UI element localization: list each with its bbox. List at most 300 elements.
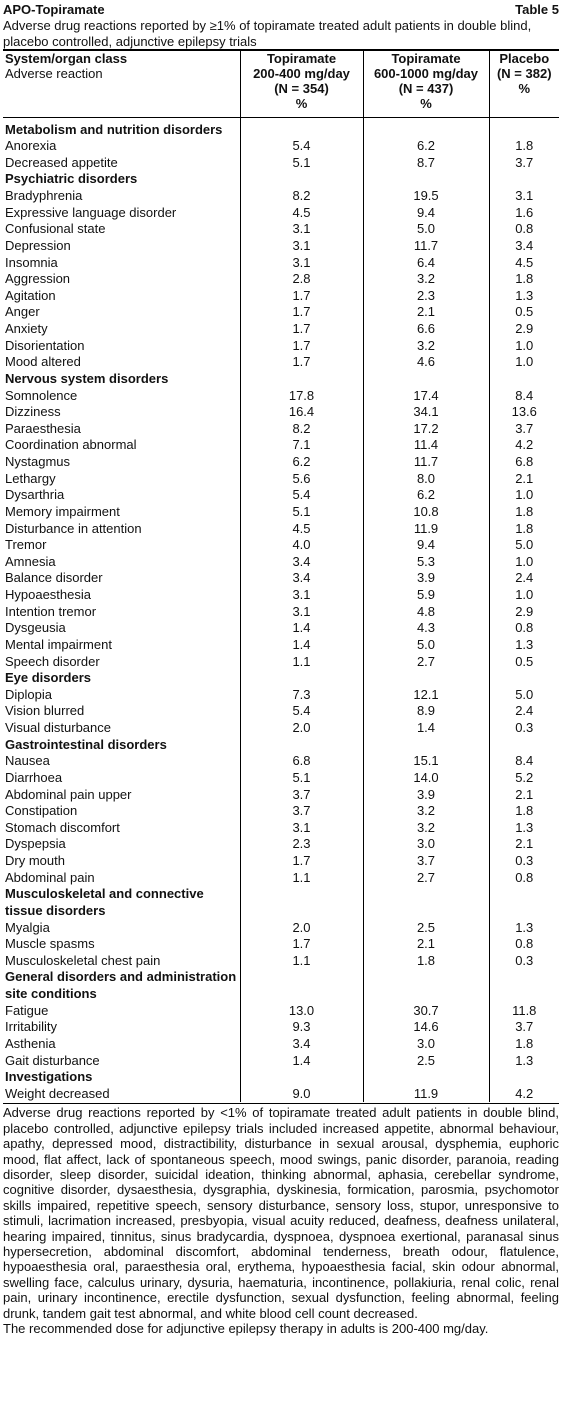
reaction-label: Dry mouth xyxy=(5,853,65,868)
value-high-dose: 11.9 xyxy=(363,1086,489,1103)
value-placebo: 1.0 xyxy=(489,587,559,604)
table-row xyxy=(3,271,559,288)
category-label: Investigations xyxy=(5,1069,93,1085)
table-row xyxy=(3,404,559,421)
value-low-dose: 1.7 xyxy=(240,304,363,321)
reaction-label: Disorientation xyxy=(5,337,85,353)
column-header-placebo xyxy=(489,50,559,117)
table-row xyxy=(3,155,559,172)
reaction-label: Diplopia xyxy=(5,686,52,702)
value-high-dose: 2.7 xyxy=(363,654,489,671)
value-placebo: 3.7 xyxy=(489,421,559,438)
empty-cell xyxy=(363,371,489,388)
table-row xyxy=(3,138,559,155)
value-low-dose: 3.1 xyxy=(240,238,363,255)
value-placebo: 1.3 xyxy=(489,288,559,305)
value-low-dose: 4.5 xyxy=(240,205,363,222)
empty-cell xyxy=(489,886,559,919)
reaction-label: Nausea xyxy=(5,753,50,769)
value-low-dose: 1.7 xyxy=(240,338,363,355)
value-high-dose: 3.2 xyxy=(363,803,489,820)
table-row xyxy=(3,437,559,454)
value-high-dose: 6.2 xyxy=(363,487,489,504)
value-placebo: 0.8 xyxy=(489,870,559,887)
header-text: % xyxy=(420,96,432,111)
value-high-dose: 34.1 xyxy=(363,404,489,421)
value-placebo: 1.3 xyxy=(489,820,559,837)
value-low-dose: 3.7 xyxy=(240,787,363,804)
table-row xyxy=(3,537,559,554)
value-placebo: 4.2 xyxy=(489,437,559,454)
table-row xyxy=(3,1019,559,1036)
reaction-label: Asthenia xyxy=(5,1035,56,1051)
value-low-dose: 1.4 xyxy=(240,637,363,654)
value-high-dose: 3.2 xyxy=(363,338,489,355)
value-low-dose: 16.4 xyxy=(240,404,363,421)
table-row xyxy=(3,188,559,205)
table-body xyxy=(3,117,559,1102)
document xyxy=(3,2,559,1336)
value-low-dose: 1.1 xyxy=(240,870,363,887)
value-placebo: 2.4 xyxy=(489,570,559,587)
value-low-dose: 3.1 xyxy=(240,604,363,621)
table-header-row xyxy=(3,50,559,117)
value-high-dose: 1.8 xyxy=(363,953,489,970)
value-low-dose: 3.4 xyxy=(240,1036,363,1053)
value-low-dose: 1.7 xyxy=(240,354,363,371)
value-high-dose: 12.1 xyxy=(363,687,489,704)
header-text: Topiramate xyxy=(391,51,461,66)
value-placebo: 5.2 xyxy=(489,770,559,787)
reaction-label: Dyspepsia xyxy=(5,836,66,852)
table-row xyxy=(3,1036,559,1053)
value-low-dose: 5.1 xyxy=(240,155,363,172)
empty-cell xyxy=(489,371,559,388)
category-row xyxy=(3,171,559,188)
value-low-dose: 6.8 xyxy=(240,753,363,770)
table-row xyxy=(3,787,559,804)
category-row xyxy=(3,371,559,388)
empty-cell xyxy=(240,737,363,754)
empty-cell xyxy=(489,171,559,188)
value-placebo: 5.0 xyxy=(489,537,559,554)
value-low-dose: 1.7 xyxy=(240,936,363,953)
table-row xyxy=(3,1053,559,1070)
empty-cell xyxy=(363,737,489,754)
value-low-dose: 5.6 xyxy=(240,471,363,488)
value-placebo: 4.5 xyxy=(489,255,559,272)
value-high-dose: 11.7 xyxy=(363,238,489,255)
value-high-dose: 19.5 xyxy=(363,188,489,205)
empty-cell xyxy=(363,171,489,188)
value-high-dose: 2.5 xyxy=(363,920,489,937)
value-high-dose: 4.6 xyxy=(363,354,489,371)
header-text: % xyxy=(295,96,308,111)
category-row xyxy=(3,1069,559,1086)
value-placebo: 3.1 xyxy=(489,188,559,205)
reaction-label: Irritability xyxy=(5,1019,58,1035)
value-placebo: 1.3 xyxy=(489,920,559,937)
reaction-label: Myalgia xyxy=(5,919,50,935)
table-row xyxy=(3,620,559,637)
value-high-dose: 2.3 xyxy=(363,288,489,305)
reaction-label: Expressive language disorder xyxy=(5,204,177,220)
value-placebo: 0.8 xyxy=(489,620,559,637)
table-row xyxy=(3,570,559,587)
value-low-dose: 3.4 xyxy=(240,570,363,587)
table-row xyxy=(3,920,559,937)
value-low-dose: 2.0 xyxy=(240,920,363,937)
value-high-dose: 6.6 xyxy=(363,321,489,338)
category-row xyxy=(3,969,559,1002)
reaction-label: Coordination abnormal xyxy=(5,437,137,453)
reaction-label: Anger xyxy=(5,304,40,320)
table-caption: Adverse drug reactions reported by ≥1% of topiramate treated adult patients in double blind, placebo controlled, adjunctive epilepsy trials xyxy=(3,18,532,49)
value-low-dose: 8.2 xyxy=(240,188,363,205)
reaction-label: Bradyphrenia xyxy=(5,188,83,203)
value-high-dose: 5.3 xyxy=(363,554,489,571)
category-row xyxy=(3,886,559,919)
table-row xyxy=(3,1086,559,1103)
table-row xyxy=(3,205,559,222)
value-low-dose: 2.0 xyxy=(240,720,363,737)
value-low-dose: 9.3 xyxy=(240,1019,363,1036)
table-row xyxy=(3,1003,559,1020)
empty-cell xyxy=(363,1069,489,1086)
value-low-dose: 1.7 xyxy=(240,853,363,870)
table-row xyxy=(3,504,559,521)
category-row xyxy=(3,117,559,138)
value-placebo: 0.3 xyxy=(489,953,559,970)
table-row xyxy=(3,521,559,538)
category-label: General disorders and administration site conditions xyxy=(5,969,237,1001)
header-bar xyxy=(3,2,559,18)
table-row xyxy=(3,870,559,887)
value-high-dose: 2.1 xyxy=(363,936,489,953)
empty-cell xyxy=(363,886,489,919)
reaction-label: Dysgeusia xyxy=(5,620,66,636)
value-high-dose: 10.8 xyxy=(363,504,489,521)
value-placebo: 1.8 xyxy=(489,521,559,538)
value-high-dose: 3.9 xyxy=(363,570,489,587)
value-low-dose: 8.2 xyxy=(240,421,363,438)
table-row xyxy=(3,288,559,305)
table-number: Table 5 xyxy=(515,2,559,17)
value-placebo: 4.2 xyxy=(489,1086,559,1103)
value-low-dose: 7.1 xyxy=(240,437,363,454)
header-text: Placebo xyxy=(499,51,550,66)
empty-cell xyxy=(240,1069,363,1086)
reaction-label: Anxiety xyxy=(5,321,48,336)
table-row xyxy=(3,338,559,355)
value-low-dose: 3.4 xyxy=(240,554,363,571)
reaction-label: Depression xyxy=(5,237,71,253)
empty-cell xyxy=(363,670,489,687)
table-row xyxy=(3,388,559,405)
value-high-dose: 2.7 xyxy=(363,870,489,887)
value-low-dose: 1.7 xyxy=(240,288,363,305)
value-low-dose: 1.7 xyxy=(240,321,363,338)
value-placebo: 6.8 xyxy=(489,454,559,471)
reaction-label: Disturbance in attention xyxy=(5,520,142,536)
empty-cell xyxy=(240,171,363,188)
table-row xyxy=(3,471,559,488)
value-high-dose: 2.1 xyxy=(363,304,489,321)
value-placebo: 1.0 xyxy=(489,487,559,504)
value-placebo: 1.8 xyxy=(489,504,559,521)
value-placebo: 8.4 xyxy=(489,388,559,405)
value-placebo: 2.1 xyxy=(489,471,559,488)
reaction-label: Constipation xyxy=(5,803,78,819)
value-low-dose: 5.4 xyxy=(240,487,363,504)
adverse-reactions-table xyxy=(3,49,559,1102)
header-text: 600-1000 mg/day xyxy=(373,66,479,81)
value-low-dose: 1.1 xyxy=(240,654,363,671)
value-placebo: 2.9 xyxy=(489,321,559,338)
value-high-dose: 4.8 xyxy=(363,604,489,621)
value-low-dose: 3.1 xyxy=(240,587,363,604)
header-text: (N = 382) xyxy=(496,66,552,81)
value-placebo: 3.4 xyxy=(489,238,559,255)
table-row xyxy=(3,836,559,853)
table-row xyxy=(3,820,559,837)
value-placebo: 1.0 xyxy=(489,338,559,355)
value-high-dose: 6.2 xyxy=(363,138,489,155)
table-row xyxy=(3,637,559,654)
header-text: System/organ class xyxy=(5,51,128,66)
value-high-dose: 5.9 xyxy=(363,587,489,604)
reaction-label: Dysarthria xyxy=(5,487,65,503)
category-label: Psychiatric disorders xyxy=(5,171,138,187)
table-row xyxy=(3,304,559,321)
table-row xyxy=(3,687,559,704)
value-placebo: 1.3 xyxy=(489,637,559,654)
reaction-label: Vision blurred xyxy=(5,703,85,719)
header-text: % xyxy=(518,81,531,96)
value-high-dose: 2.5 xyxy=(363,1053,489,1070)
value-low-dose: 2.3 xyxy=(240,836,363,853)
table-row xyxy=(3,654,559,671)
reaction-label: Speech disorder xyxy=(5,653,100,669)
empty-cell xyxy=(489,670,559,687)
reaction-label: Mental impairment xyxy=(5,636,112,652)
value-placebo: 1.3 xyxy=(489,1053,559,1070)
value-low-dose: 9.0 xyxy=(240,1086,363,1103)
value-placebo: 8.4 xyxy=(489,753,559,770)
category-row xyxy=(3,737,559,754)
table-row xyxy=(3,238,559,255)
category-row xyxy=(3,670,559,687)
table-row xyxy=(3,803,559,820)
value-high-dose: 1.4 xyxy=(363,720,489,737)
table-row xyxy=(3,255,559,272)
category-label: Eye disorders xyxy=(5,670,91,686)
table-row xyxy=(3,587,559,604)
value-placebo: 0.8 xyxy=(489,221,559,238)
value-low-dose: 17.8 xyxy=(240,388,363,405)
column-header-high-dose xyxy=(363,50,489,117)
value-placebo: 2.1 xyxy=(489,836,559,853)
reaction-label: Aggression xyxy=(5,271,71,287)
table-row xyxy=(3,354,559,371)
value-placebo: 5.0 xyxy=(489,687,559,704)
category-label: Nervous system disorders xyxy=(5,370,169,386)
value-high-dose: 11.7 xyxy=(363,454,489,471)
value-high-dose: 14.0 xyxy=(363,770,489,787)
value-low-dose: 4.5 xyxy=(240,521,363,538)
empty-cell xyxy=(489,737,559,754)
column-header-class xyxy=(3,50,240,117)
value-placebo: 0.5 xyxy=(489,654,559,671)
table-row xyxy=(3,936,559,953)
reaction-label: Nystagmus xyxy=(5,454,71,469)
value-placebo: 1.8 xyxy=(489,138,559,155)
value-low-dose: 3.1 xyxy=(240,255,363,272)
value-placebo: 13.6 xyxy=(489,404,559,421)
value-low-dose: 1.1 xyxy=(240,953,363,970)
value-high-dose: 3.0 xyxy=(363,836,489,853)
header-text: (N = 437) xyxy=(398,81,454,96)
table-row xyxy=(3,770,559,787)
value-placebo: 3.7 xyxy=(489,1019,559,1036)
table-row xyxy=(3,487,559,504)
reaction-label: Tremor xyxy=(5,537,47,553)
reaction-label: Visual disturbance xyxy=(5,720,111,735)
value-high-dose: 11.9 xyxy=(363,521,489,538)
reaction-label: Agitation xyxy=(5,287,56,303)
value-high-dose: 9.4 xyxy=(363,537,489,554)
reaction-label: Intention tremor xyxy=(5,603,97,619)
reaction-label: Dizziness xyxy=(5,404,61,420)
value-low-dose: 1.4 xyxy=(240,1053,363,1070)
empty-cell xyxy=(240,670,363,687)
value-high-dose: 5.0 xyxy=(363,637,489,654)
value-low-dose: 5.4 xyxy=(240,703,363,720)
footnote: Adverse drug reactions reported by <1% of topiramate treated adult patients in double blind, placebo controlled, adjunctive epilepsy trials included increased appetite, abnormal behaviour, apathy, depressed mood, distractibility, disturbance in sexual arousal, dysphemia, euphoric mood, flat affect, lack of spontaneous speech, mood swings, panic disorder, paranoia, reading disorder, sleep disorder, suicidal ideation, thinking abnormal, aphasia, cerebellar syndrome, cognitive disorder, dysaesthesia, dysgraphia, dyskinesia, formication, parosmia, psychomotor skills impaired, repetitive speech, sensory disturbance, sensory loss, stupor, unresponsive to stimuli, lacrimation increased, presbyopia, visual acuity reduced, deafness, deafness unilateral, hearing impaired, tinnitus, sinus bradycardia, dyspnoea, dyspnoea exertional, paranasal sinus hypersecretion, abdominal discomfort, abdominal tenderness, breath odour, flatulence, hypoaesthesia oral, paraesthesia oral, erythema, hypoaesthesia facial, skin odour abnormal, swelling face, calculus urinary, dysuria, haematuria, incontinence, pollakiuria, renal colic, renal pain, urinary incontinence, erectile dysfunction, sexual dysfunction, feeling abnormal, feeling drunk, tandem gait test abnormal, and white blood cell count decreased. xyxy=(3,1105,559,1321)
value-high-dose: 4.3 xyxy=(363,620,489,637)
empty-cell xyxy=(363,969,489,1002)
reaction-label: Anorexia xyxy=(5,138,57,154)
value-high-dose: 8.0 xyxy=(363,471,489,488)
value-high-dose: 8.9 xyxy=(363,703,489,720)
value-placebo: 1.0 xyxy=(489,354,559,371)
value-low-dose: 3.1 xyxy=(240,820,363,837)
reaction-label: Balance disorder xyxy=(5,570,103,586)
value-high-dose: 3.2 xyxy=(363,271,489,288)
reaction-label: Hypoaesthesia xyxy=(5,587,91,602)
empty-cell xyxy=(363,117,489,138)
empty-cell xyxy=(489,117,559,138)
category-label: Metabolism and nutrition disorders xyxy=(5,121,223,137)
value-placebo: 1.6 xyxy=(489,205,559,222)
reaction-label: Somnolence xyxy=(5,387,78,403)
value-high-dose: 9.4 xyxy=(363,205,489,222)
value-placebo: 2.4 xyxy=(489,703,559,720)
header-text: Adverse reaction xyxy=(5,66,103,81)
value-placebo: 0.8 xyxy=(489,936,559,953)
value-low-dose: 3.7 xyxy=(240,803,363,820)
dose-note: The recommended dose for adjunctive epilepsy therapy in adults is 200-400 mg/day. xyxy=(3,1321,489,1337)
empty-cell xyxy=(240,371,363,388)
value-low-dose: 1.4 xyxy=(240,620,363,637)
value-high-dose: 11.4 xyxy=(363,437,489,454)
value-placebo: 1.8 xyxy=(489,1036,559,1053)
value-placebo: 3.7 xyxy=(489,155,559,172)
value-low-dose: 13.0 xyxy=(240,1003,363,1020)
value-high-dose: 3.0 xyxy=(363,1036,489,1053)
value-low-dose: 7.3 xyxy=(240,687,363,704)
reaction-label: Amnesia xyxy=(5,553,56,569)
reaction-label: Decreased appetite xyxy=(5,154,118,170)
value-low-dose: 5.1 xyxy=(240,770,363,787)
value-high-dose: 14.6 xyxy=(363,1019,489,1036)
table-row xyxy=(3,953,559,970)
table-row xyxy=(3,853,559,870)
header-text: 200-400 mg/day xyxy=(253,66,350,81)
table-row xyxy=(3,421,559,438)
value-high-dose: 17.2 xyxy=(363,421,489,438)
value-placebo: 2.1 xyxy=(489,787,559,804)
value-high-dose: 6.4 xyxy=(363,255,489,272)
reaction-label: Abdominal pain xyxy=(5,869,95,885)
column-header-low-dose xyxy=(240,50,363,117)
value-low-dose: 5.1 xyxy=(240,504,363,521)
value-low-dose: 4.0 xyxy=(240,537,363,554)
value-placebo: 1.8 xyxy=(489,271,559,288)
product-name: APO-Topiramate xyxy=(3,2,105,17)
table-row xyxy=(3,753,559,770)
table-row xyxy=(3,554,559,571)
value-high-dose: 15.1 xyxy=(363,753,489,770)
reaction-label: Abdominal pain upper xyxy=(5,786,132,802)
reaction-label: Mood altered xyxy=(5,354,81,370)
value-low-dose: 3.1 xyxy=(240,221,363,238)
value-placebo: 2.9 xyxy=(489,604,559,621)
header-text: Topiramate xyxy=(266,51,337,66)
table-row xyxy=(3,703,559,720)
category-label: Gastrointestinal disorders xyxy=(5,736,167,752)
empty-cell xyxy=(240,117,363,138)
value-placebo: 0.3 xyxy=(489,853,559,870)
table-row xyxy=(3,321,559,338)
reaction-label: Stomach discomfort xyxy=(5,819,120,835)
reaction-label: Fatigue xyxy=(5,1002,49,1018)
reaction-label: Musculoskeletal chest pain xyxy=(5,952,161,968)
empty-cell xyxy=(240,969,363,1002)
reaction-label: Lethargy xyxy=(5,470,56,486)
reaction-label: Confusional state xyxy=(5,221,106,237)
reaction-label: Diarrhoea xyxy=(5,769,63,785)
value-high-dose: 8.7 xyxy=(363,155,489,172)
reaction-label: Insomnia xyxy=(5,254,58,270)
reaction-label: Muscle spasms xyxy=(5,936,95,952)
table-row xyxy=(3,221,559,238)
value-placebo: 11.8 xyxy=(489,1003,559,1020)
empty-cell xyxy=(489,969,559,1002)
value-high-dose: 3.7 xyxy=(363,853,489,870)
value-high-dose: 30.7 xyxy=(363,1003,489,1020)
value-high-dose: 3.9 xyxy=(363,787,489,804)
value-placebo: 1.8 xyxy=(489,803,559,820)
reaction-label: Gait disturbance xyxy=(5,1052,100,1068)
reaction-label: Weight decreased xyxy=(5,1085,110,1101)
value-low-dose: 2.8 xyxy=(240,271,363,288)
category-label: Musculoskeletal and connective tissue disorders xyxy=(5,886,204,918)
value-placebo: 0.3 xyxy=(489,720,559,737)
table-row xyxy=(3,604,559,621)
header-text: (N = 354) xyxy=(274,81,329,96)
value-high-dose: 5.0 xyxy=(363,221,489,238)
